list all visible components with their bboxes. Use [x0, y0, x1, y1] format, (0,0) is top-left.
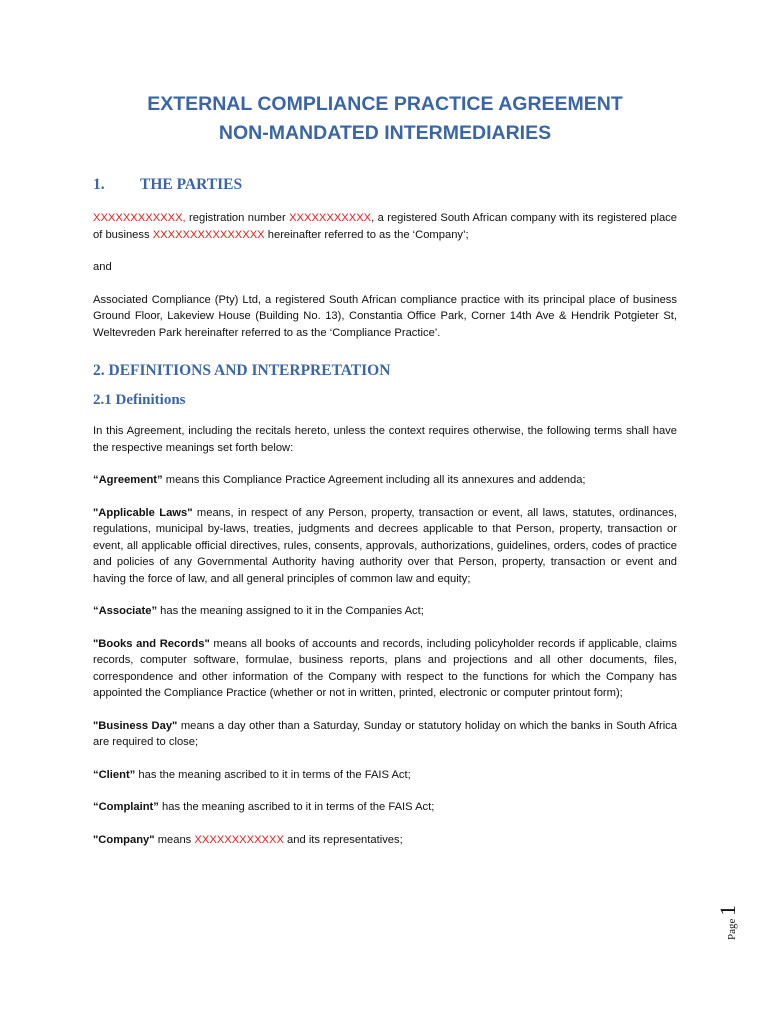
page-label: Page: [726, 915, 738, 940]
parties-company-paragraph: [93, 210, 677, 243]
definition-item: [93, 505, 677, 588]
parties-text-3: hereinafter referred to as the ‘Company’;: [264, 228, 469, 241]
parties-compliance-practice-paragraph: Associated Compliance (Pty) Ltd, a registered South African compliance practice with its principal place of business Ground Floor, Lakeview House (Building No. 13), Constantia Office Park, Corner 14th Ave & Hendrik Potgieter St, Weltevreden Park hereinafter referred to as the ‘Compliance Practice’.: [93, 293, 677, 339]
definition-term: “Complaint”: [93, 801, 159, 813]
definition-company: [93, 832, 677, 849]
section-2-1-heading: 2.1 Definitions: [93, 392, 186, 408]
definition-item: [93, 603, 677, 620]
company-placeholder: XXXXXXXXXXXX: [194, 833, 284, 846]
definition-item: [93, 472, 677, 489]
page-number-footer: [715, 885, 745, 940]
definition-text-2: and its representatives;: [283, 833, 403, 846]
definition-item: [93, 767, 677, 784]
definition-text: means all books of accounts and records, including policyholder records if applicable, claims records, computer software, formulae, business reports, plans and projections and all other documents, files, correspondence and other information of the Company with respect to the functions for which the Company has appointed the Compliance Practice (whether or not in written, printed, electronic or computer printout form);: [93, 637, 678, 699]
definition-text-1: means: [154, 833, 195, 846]
definition-text: means, in respect of any Person, property, transaction or event, all laws, statutes, ordinances, regulations, municipal by-laws, treaties, judgments and decrees applicable to that Person, property, transaction or event, all applicable official directives, rules, consents, approvals, authorizations, guidelines, orders, codes of practice and policies of any Governmental Authority having authority over that Person, property, transaction or event and having the force of law, and all general principles of common law and equity;: [93, 506, 677, 585]
definition-text: means this Compliance Practice Agreement including all its annexures and addenda;: [162, 474, 586, 486]
definition-term: “Client”: [93, 768, 136, 781]
page-number: 1: [715, 904, 740, 916]
section-1-heading: [93, 176, 677, 194]
parties-and: and: [93, 261, 112, 273]
title-line-1: EXTERNAL COMPLIANCE PRACTICE AGREEMENT: [147, 93, 623, 115]
definition-term: "Business Day": [93, 719, 178, 732]
definition-term: "Books and Records": [93, 637, 210, 650]
section-2-heading: 2. DEFINITIONS AND INTERPRETATION: [93, 362, 391, 379]
definition-text: has the meaning assigned to it in the Companies Act;: [157, 605, 424, 617]
definitions-list: [93, 472, 677, 816]
section-1-title: THE PARTIES: [140, 176, 243, 193]
definition-item: [93, 636, 677, 702]
definition-item: [93, 799, 677, 816]
parties-text-1: registration number: [185, 212, 290, 224]
definition-text: has the meaning ascribed to it in terms of the FAIS Act;: [135, 768, 411, 781]
definition-item: [93, 718, 677, 751]
parties-text-2: , a registered South African company with its registered place of business: [93, 212, 677, 241]
definition-term: “Associate”: [93, 605, 158, 617]
definition-text: means a day other than a Saturday, Sunday or statutory holiday on which the banks in South Africa are required to close;: [93, 719, 677, 748]
company-name-placeholder: XXXXXXXXXXXX,: [93, 212, 186, 224]
definitions-intro: In this Agreement, including the recitals hereto, unless the context requires otherwise, the following terms shall have the respective meanings set forth below:: [93, 425, 677, 454]
business-address-placeholder: XXXXXXXXXXXXXXX: [152, 228, 265, 241]
definition-term: "Company": [93, 833, 155, 846]
definition-term: “Agreement”: [93, 474, 163, 486]
title-line-2: NON-MANDATED INTERMEDIARIES: [218, 122, 552, 144]
section-1-number: 1.: [93, 176, 105, 193]
document-title: [93, 90, 677, 148]
registration-number-placeholder: XXXXXXXXXXX: [289, 212, 372, 224]
definition-text: has the meaning ascribed to it in terms of the FAIS Act;: [158, 801, 435, 813]
document-page: [93, 90, 677, 848]
definition-term: "Applicable Laws": [93, 506, 193, 519]
